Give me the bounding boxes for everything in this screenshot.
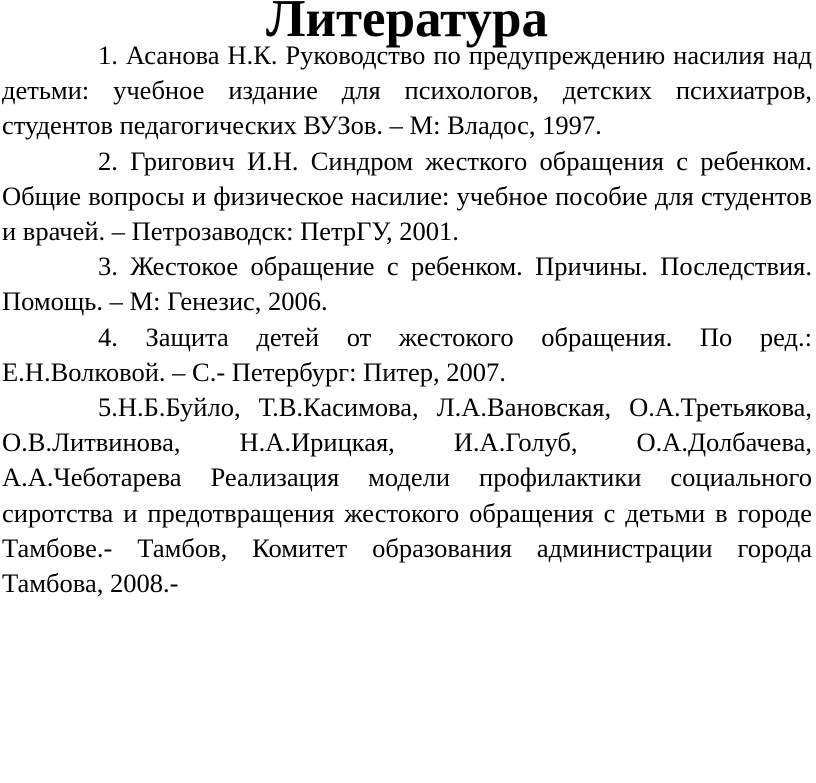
reference-item-2: 2. Григович И.Н. Синдром жесткого обращения с ребенком. Общие вопросы и физическое насилие: учебное пособие для студентов и врачей. – Петрозаводск: ПетрГУ, 2001. [2,145,812,247]
reference-item-3: 3. Жестокое обращение с ребенком. Причины. Последствия. Помощь. – М: Генезис, 2006. [2,251,812,317]
reference-item-1: 1. Асанова Н.К. Руководство по предупреждению насилия над детьми: учебное издание для психологов, детских психиатров, студентов педагогических ВУЗов. – М: Владос, 1997. [2,40,812,141]
reference-item-5: 5.Н.Б.Буйло, Т.В.Касимова, Л.А.Вановская, О.А.Третьякова, О.В.Литвинова, Н.А.Ирицкая, И.А.Голуб, О.А.Долбачева, А.А.Чеботарева Реализация модели профилактики социального сиротства и предотвращения жестокого обращения с детьми в городе Тамбове.- Тамбов, Комитет образования администрации города Тамбова, 2008.- [2,392,812,599]
page-title: Литература [265,0,548,48]
document-page [2,0,812,601]
reference-item-4: 4. Защита детей от жестокого обращения. По ред.: Е.Н.Волковой. – С.- Петербург: Питер, 2007. [2,321,812,387]
reference-list [2,38,812,601]
